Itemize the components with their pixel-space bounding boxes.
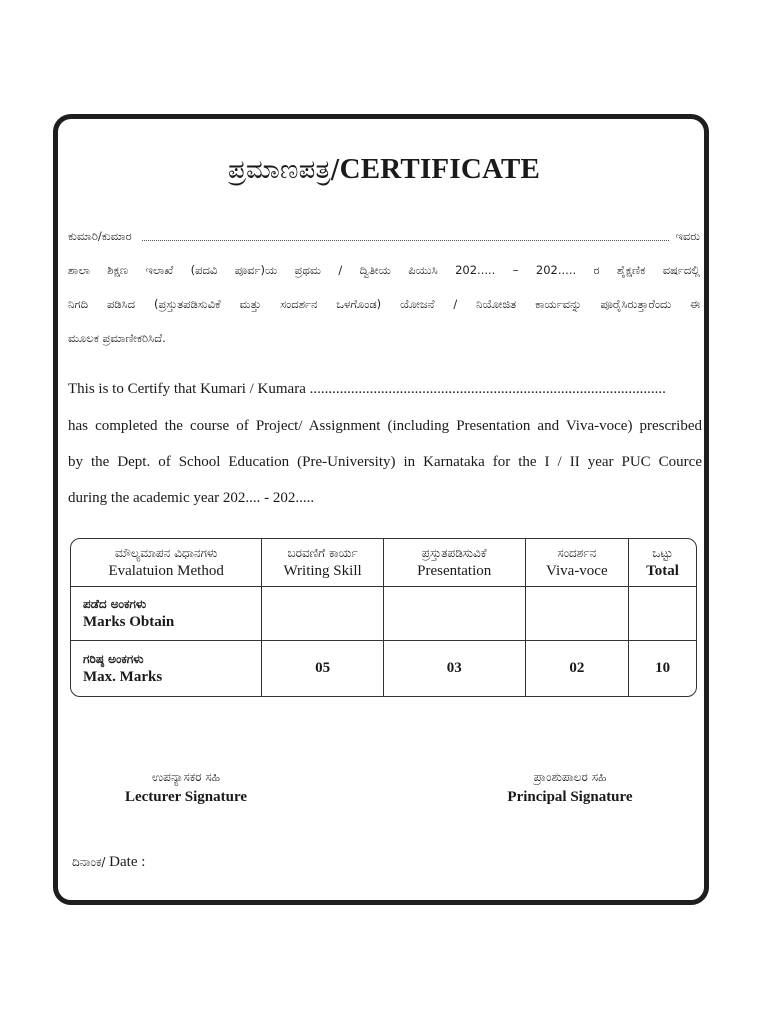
cell-marks-obtain-presentation xyxy=(384,587,526,641)
english-line-2: has completed the course of Project/ Assignment (including Presentation and Viva-voce) prescribed xyxy=(68,418,702,434)
row-label-max-marks: ಗರಿಷ್ಠ ಅಂಕಗಳು Max. Marks xyxy=(71,641,262,696)
cell-max-writing: 05 xyxy=(262,641,384,696)
kannada-name-label: ಕುಮಾರಿ/ಕುಮಾರ xyxy=(68,229,132,243)
row-label-marks-obtain: ಪಡೆದ ಅಂಕಗಳು Marks Obtain xyxy=(71,587,262,641)
cell-max-presentation: 03 xyxy=(384,641,526,696)
header-evaluation-method: ಮೌಲ್ಯಮಾಪನ ವಿಧಾನಗಳು Evalatuion Method xyxy=(71,539,262,587)
certificate-title xyxy=(0,153,768,186)
date-label-kannada: ದಿನಾಂಕ/ xyxy=(72,855,106,869)
title-english: CERTIFICATE xyxy=(339,153,541,185)
header-viva-voce: ಸಂದರ್ಶನ Viva-voce xyxy=(526,539,630,587)
principal-signature-kannada: ಪ್ರಾಂಶುಪಾಲರ ಸಹಿ xyxy=(533,770,607,784)
header-total: ಒಟ್ಟು Total xyxy=(629,539,696,587)
english-line-4: during the academic year 202.... - 202..... xyxy=(68,490,315,506)
english-line-1: This is to Certify that Kumari / Kumara ............................................................................................... xyxy=(68,381,666,397)
cell-max-total: 10 xyxy=(655,660,671,676)
table-row xyxy=(71,641,696,696)
date-label xyxy=(72,854,145,871)
kannada-line-4: ಮೂಲಕ ಪ್ರಮಾಣೀಕರಿಸಿದೆ. xyxy=(68,331,166,345)
kannada-name-suffix: ಇವರು xyxy=(675,229,700,243)
kannada-name-line xyxy=(68,229,700,244)
lecturer-signature-english: Lecturer Signature xyxy=(124,789,248,805)
cell-marks-obtain-viva xyxy=(526,587,630,641)
marks-table xyxy=(70,538,697,697)
principal-signature-english: Principal Signature xyxy=(507,789,633,805)
name-dotted-line xyxy=(142,239,670,241)
kannada-line-2: ಶಾಲಾ ಶಿಕ್ಷಣ ಇಲಾಖೆ (ಪದವಿ ಪೂರ್ವ)ಯ ಪ್ರಥಮ / ದ್ವಿತೀಯ ಪಿಯುಸಿ 202..... – 202..... ರ ಶೈಕ್ಷಣಿಕ ವರ್ಷದಲ್ಲಿ xyxy=(68,263,700,277)
date-label-english: Date : xyxy=(105,854,146,870)
cell-max-viva: 02 xyxy=(526,641,630,696)
header-writing-skill: ಬರವಣಿಗೆ ಕಾರ್ಯ Writing Skill xyxy=(262,539,384,587)
header-presentation: ಪ್ರಸ್ತುತಪಡಿಸುವಿಕೆ Presentation xyxy=(384,539,526,587)
lecturer-signature xyxy=(86,770,286,806)
cell-marks-obtain-total xyxy=(629,587,696,641)
english-line-3: by the Dept. of School Education (Pre-University) in Karnataka for the I / II year PUC Cource xyxy=(68,454,702,470)
cell-marks-obtain-writing xyxy=(262,587,384,641)
kannada-line-3: ನಿಗದಿ ಪಡಿಸಿದ (ಪ್ರಸ್ತುತಪಡಿಸುವಿಕೆ ಮತ್ತು ಸಂದರ್ಶನ ಒಳಗೊಂಡ) ಯೋಜನೆ / ನಿಯೋಜಿತ ಕಾರ್ಯವನ್ನು ಪೂರೈಸಿರುತ್ತಾರೆಂದು ಈ xyxy=(68,297,700,311)
table-header-row xyxy=(71,539,696,587)
principal-signature xyxy=(470,770,670,806)
title-kannada: ಪ್ರಮಾಣಪತ್ರ/ xyxy=(227,155,340,185)
lecturer-signature-kannada: ಉಪನ್ಯಾಸಕರ ಸಹಿ xyxy=(152,770,220,784)
table-row xyxy=(71,587,696,641)
